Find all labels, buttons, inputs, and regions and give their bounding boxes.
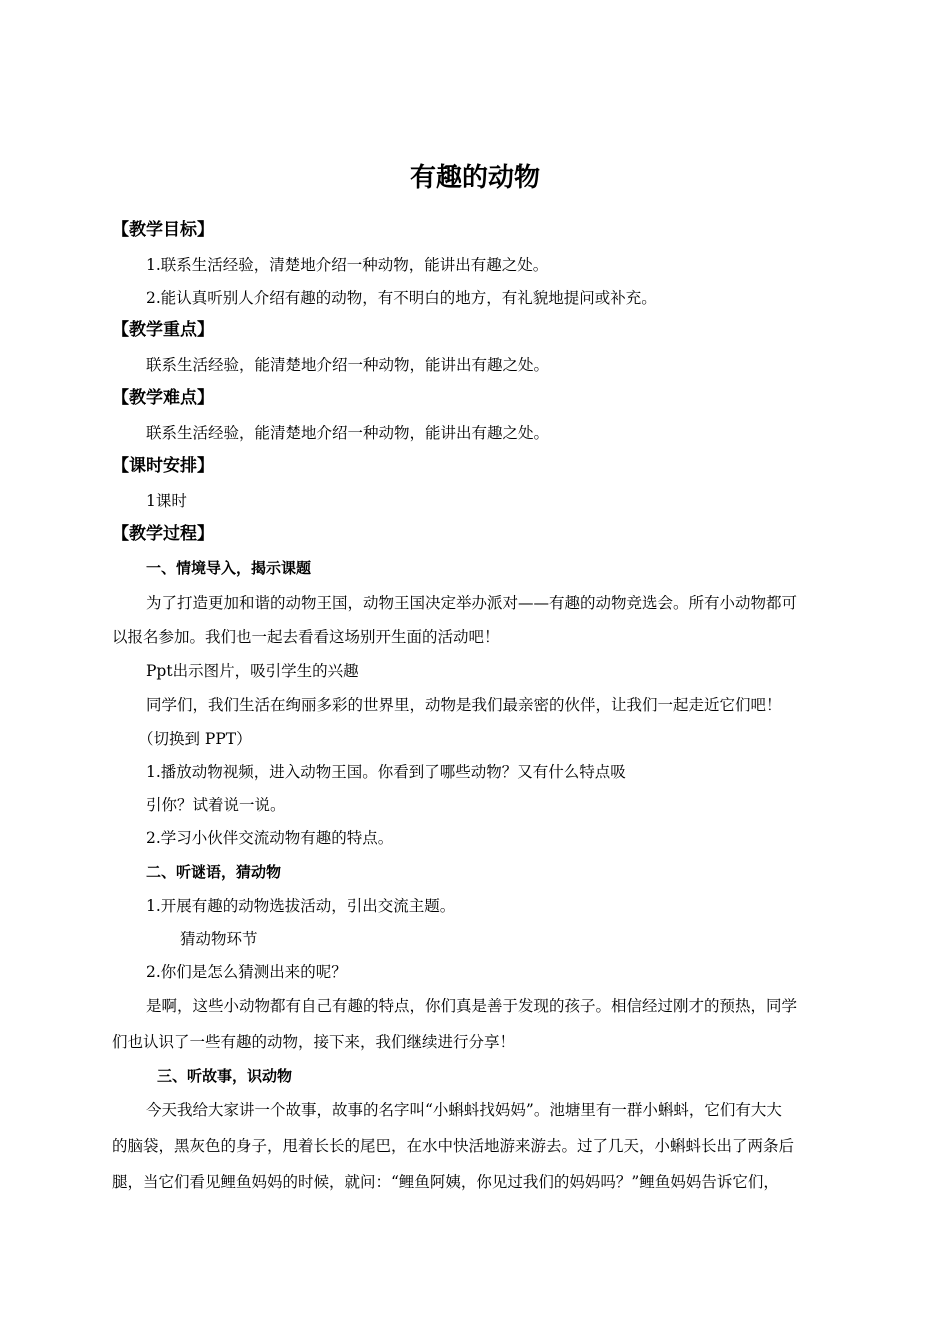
section-heading-objectives: 【教学目标】 <box>112 220 214 240</box>
paragraph-line: 2.你们是怎么猜测出来的呢？ <box>146 963 347 981</box>
process-part2-heading: 二、听谜语，猜动物 <box>146 863 282 881</box>
paragraph-line: 今天我给大家讲一个故事，故事的名字叫“小蝌蚪找妈妈”。池塘里有一群小蝌蚪，它们有大大 <box>146 1101 782 1119</box>
process-part3-heading: 三、听故事，识动物 <box>157 1067 293 1085</box>
paragraph-line: Ppt出示图片，吸引学生的兴趣 <box>146 662 359 680</box>
paragraph-line: 2.学习小伙伴交流动物有趣的特点。 <box>146 829 394 847</box>
paragraph-line: 们也认识了一些有趣的动物，接下来，我们继续进行分享！ <box>112 1033 516 1051</box>
section-heading-process: 【教学过程】 <box>112 524 214 544</box>
document-title: 有趣的动物 <box>409 163 540 193</box>
schedule-text: 1课时 <box>146 492 187 510</box>
paragraph-line: 同学们，我们生活在绚丽多彩的世界里，动物是我们最亲密的伙伴，让我们一起走近它们吧！ <box>146 696 782 714</box>
objective-item: 2.能认真听别人介绍有趣的动物，有不明白的地方，有礼貌地提问或补充。 <box>146 289 657 307</box>
paragraph-line: 引你？试着说一说。 <box>146 796 286 814</box>
key-points-text: 联系生活经验，能清楚地介绍一种动物，能讲出有趣之处。 <box>146 356 550 374</box>
paragraph-line: 猜动物环节 <box>180 930 258 948</box>
paragraph-line: 的脑袋，黑灰色的身子，甩着长长的尾巴，在水中快活地游来游去。过了几天，小蝌蚪长出了两条后 <box>112 1137 795 1155</box>
section-heading-schedule: 【课时安排】 <box>112 456 214 476</box>
paragraph-line: 为了打造更加和谐的动物王国，动物王国决定举办派对——有趣的动物竞选会。所有小动物都可 <box>146 594 798 612</box>
objective-item: 1.联系生活经验，清楚地介绍一种动物，能讲出有趣之处。 <box>146 256 549 274</box>
section-heading-difficulties: 【教学难点】 <box>112 388 214 408</box>
paragraph-line: 1.开展有趣的动物选拔活动，引出交流主题。 <box>146 897 456 915</box>
paragraph-line: 1.播放动物视频，进入动物王国。你看到了哪些动物？又有什么特点吸 <box>146 763 626 781</box>
section-heading-key-points: 【教学重点】 <box>112 320 214 340</box>
paragraph-line: 以报名参加。我们也一起去看看这场别开生面的活动吧！ <box>112 628 500 646</box>
process-part1-heading: 一、情境导入，揭示课题 <box>146 559 312 577</box>
difficulties-text: 联系生活经验，能清楚地介绍一种动物，能讲出有趣之处。 <box>146 424 550 442</box>
paragraph-line: 腿，当它们看见鲤鱼妈妈的时候，就问：“鲤鱼阿姨，你见过我们的妈妈吗？”鲤鱼妈妈告诉它们， <box>112 1173 779 1191</box>
paragraph-line: （切换到 PPT） <box>138 730 252 748</box>
paragraph-line: 是啊，这些小动物都有自己有趣的特点，你们真是善于发现的孩子。相信经过刚才的预热，同学 <box>146 997 798 1015</box>
